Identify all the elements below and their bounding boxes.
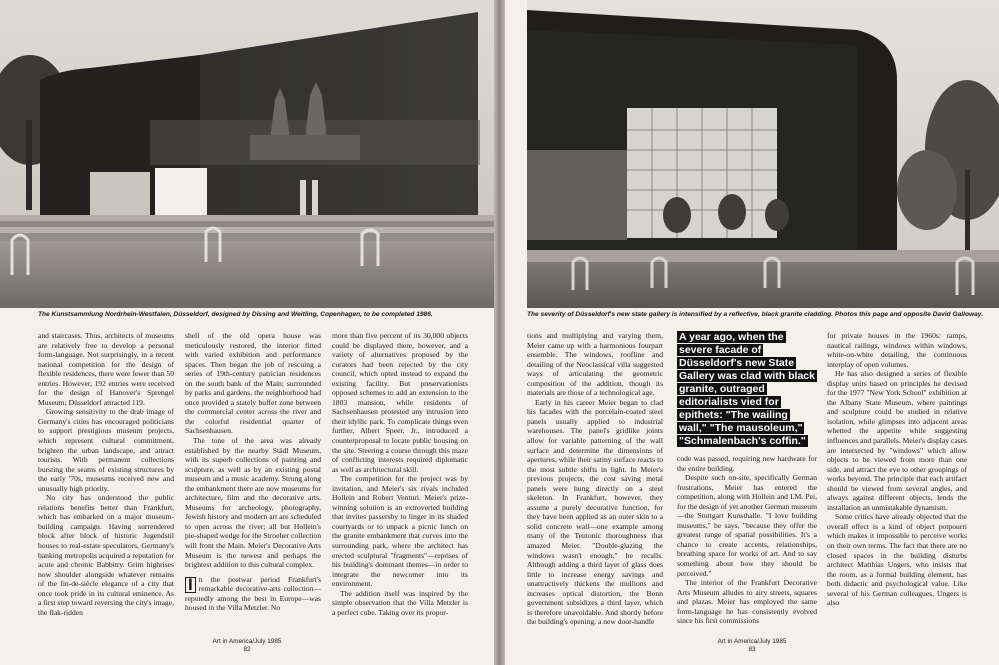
paragraph: No city has understood the public relations benefits better than Frankfurt, which has embarked on a major museum-building campaign. Having surrendered block after block of historic Jugendstil houses to real-estate speculators, Germany's banking metropolis acquired a reputation for acute and chronic Babbitry. Grim highrises now shoulder alongside whatever remains of the fin-de-siècle elegance of a city that once took pride in its cultural eminence. As a first step toward reversing the city's image, the flak-ridden [38, 493, 174, 617]
right-photo-caption: The severity of Düsseldorf's new state gallery is intensified by a reflective, black granite cladding. Photos this page and opposite David Galloway. [527, 311, 984, 318]
right-column-1 [527, 331, 663, 627]
paragraph: code was passed, requiring new hardware for the entire building. [677, 454, 817, 473]
paragraph: The tone of the area was already established by the nearby Städl Museum, with its superb collections of painting and sculpture, as well as by an existing postal museum and a music academy. Strung along the embankment there are now museums for architecture, film and the decorative arts. Museums for archeology, photography, Jewish history and modern art are scheduled to open across the river; all but Hollein's pie-shaped wedge for the Stroeher collection will front the Main. Meier's Decorative Arts Museum is the newest and perhaps the brightest addition to this cultural complex. [185, 436, 322, 570]
paragraph: Some critics have already objected that the overall effect is a kind of object potpourri which makes it impossible to perceive works on their own terms. The fact that there are no closed spaces in the building disturbs architect Matthias Ungers, who insists that the room, as a formal building element, has both didactic and psychological value. Like several of his German colleagues, Ungers is also [827, 512, 967, 608]
left-column-3 [332, 331, 468, 617]
left-column-2 [185, 331, 321, 613]
left-photo-caption: The Kunstsammlung Nordrhein-Westfalen, Düsseldorf, designed by Dissing and Weitling, Copenhagen, to be completed 1986. [38, 311, 433, 318]
paragraph: shell of the old opera house was meticulously restored, the interior fitted with varied exhibition and performance spaces. Then began the job of rescuing a series of 19th-century patrician residences on the south bank of the Main; surrounded by parks and gardens, the neighborhood had once provided a stately buffer zone between the commercial center across the river and the colorful residential quarter of Sachsenhausen. [185, 331, 321, 436]
photo-state-gallery [527, 0, 999, 308]
kunstsammlung-photo-illustration [0, 0, 494, 308]
paragraph: more than five percent of its 30,000 objects could be displayed there, however, and a variety of alternatives proposed by the curators had been rejected by the city council, which opted instead to expand the existing facility. But preservationists opposed schemes to add an extension to the 1803 mansion, while residents of Sachsenhausen protested any intrusion into their idyllic park. To complicate things even further, Albert Speer, Jr., introduced a counterproposal to locate public housing on the site. Steering a course through this maze of conflicting interests required diplomatic as well as architectural skill. [332, 331, 468, 474]
page-gutter [494, 0, 505, 665]
pull-quote [677, 331, 817, 448]
left-page [0, 0, 494, 665]
right-page [505, 0, 999, 665]
footer-publication: Art in America/July 1985 [212, 638, 282, 645]
paragraph: Growing sensitivity to the drab image of Germany's cities has encouraged politicians to support prestigious museum projects, which represent cultural commitment, brighten the urban landscape, and attract tourists. With permanent collections bursting the seams of existing structures by the early '70s, museums received new and unusually high priority. [38, 407, 174, 493]
paragraph: The interior of the Frankfurt Decorative Arts Museum alludes to airy streets, squares and plazas. Meier has employed the same form-language he has consistently evolved since his first commissions [677, 578, 817, 626]
paragraph: The addition itself was inspired by the simple observation that the Villa Metzler is a perfect cube. Taking over its propor- [332, 588, 468, 617]
footer-publication: Art in America/July 1985 [717, 638, 787, 645]
paragraph: for private houses in the 1960s: ramps, nautical railings, windows within windows, white-on-white detailing, the continuous interplay of open volumes. [827, 331, 967, 369]
pull-quote-text: A year ago, when the severe facade of Düsseldorf's new State Gallery was clad with black granite, outraged editorialists vied for epithets: "The wailing wall," "The mausoleum," "Schmalenbach's coffin." [679, 331, 815, 447]
paragraph: tions and multiplying and varying them, Meier came up with a harmonious fourpart ensemble. The windows, roofline and detailing of the Neoclassical villa suggested ways of articulating the geometric composition of the addition, though its materials are those of a technological age. [527, 331, 663, 398]
drop-cap-letter: I [185, 577, 196, 593]
paragraph: He has also designed a series of flexible display units based on principles he devised for the 1977 "New York School" exhibition at the Albany State Museum, where paintings and sculpture could be studied in relative isolation, while glimpses into adjacent areas whetted the appetite while suggesting influences and parallels. Meier's display cases are intersected by "windows" which allow objects to be viewed from more than one side, and attract the eye to other groupings of works beyond. The principle that each artifact should be viewed from several angles, and always against different objects, lends the installation an unmistakable dynamism. [827, 369, 967, 512]
paragraph: and staircases. Thus, architects of museums are relatively free to develop a personal form-language. Not surprisingly, in a recent national competition for the design of flexible residences, there were fewer than 50 entries. However, 192 entries were received for the design of Hanover's Sprengel Museum; Düsseldorf attracted 119. [38, 331, 174, 407]
paragraph: Early in his career Meier began to clad his facades with the porcelain-coated steel panels usually applied to industrial warehouses. The panel's gridlike joints allow for variable patterning of the wall surface and determine the dimensions of apertures, while their satiny surface reacts to the most subtle shifts in light. In Meier's previous projects, the cost saving metal panels were hung directly on a steel skeleton. In Frankfurt, however, they assume a purely decorative function, for they have been applied as an outer skin to a solid concrete wall—one example among many of the Teutonic thoroughness that amazed Meier. "Double-glazing the windows wasn't enough," he recalls. Although adding a third layer of glass does little to increase energy savings and unattractively thickens the mullions and increases optical distortion, the Bonn government subsidizes a third layer, which is therefore unavoidable. And shortly before the building's opening, a new door-handle [527, 397, 663, 627]
page-number: 82 [243, 646, 251, 653]
dropcap-paragraph [185, 575, 321, 613]
right-column-3 [827, 331, 967, 608]
dropcap-paragraph-text: n the postwar period Frankfurt's remarkable decorative-arts collection—reputedly among the best in Europe—was housed in the Villa Metzler. No [185, 574, 321, 613]
paragraph: Despite such on-site, specifically German frustrations, Meier has entered the competition, along with Hollein and I.M. Pei, for the design of yet another German museum—the Stuttgart Kunsthalle. "I love building museums," he says, "because they offer the greatest range of spatial possibilities. It's a chance to create accents, relationships, breathing space for works of art. And to say something about how they should be perceived." [677, 473, 817, 578]
page-number: 83 [748, 646, 756, 653]
left-page-footer [0, 638, 494, 654]
photo-kunstsammlung [0, 0, 494, 308]
right-column-2 [677, 331, 817, 626]
paragraph: The competition for the project was by invitation, and Meier's six rivals included Hollein and Robert Venturi. Meier's prize-winning solution is an extroverted building that invites passersby to linger in its shaded courtyards or to unpack a picnic lunch on the granite embankment that curves into the surrounding park, where the architect has erected sculptural "fragments"—reprises of his building's dominant themes—in order to integrate the newcomer into its environment. [332, 474, 468, 589]
right-page-footer [505, 638, 999, 654]
state-gallery-photo-illustration [527, 0, 999, 308]
left-column-1 [38, 331, 174, 617]
